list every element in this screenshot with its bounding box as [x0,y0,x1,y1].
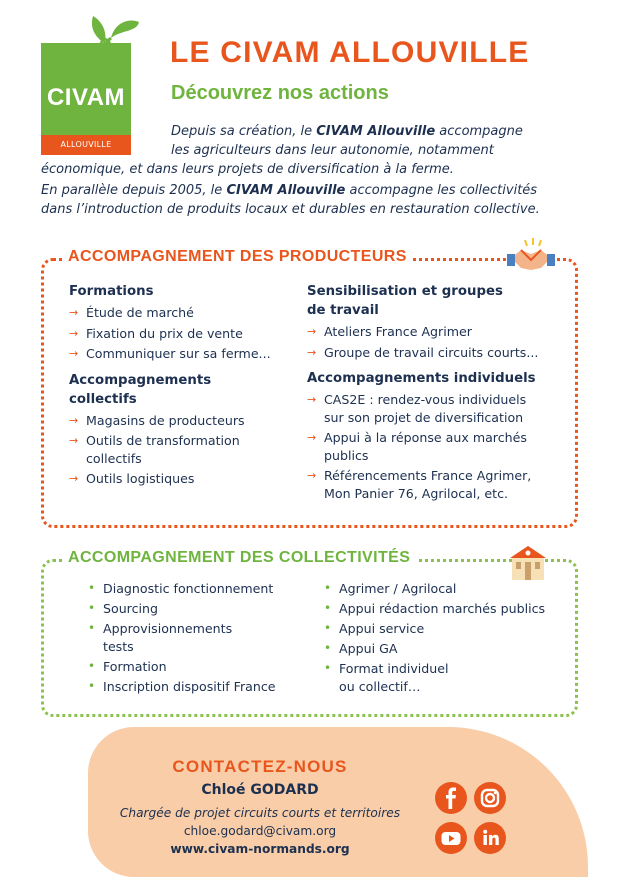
intro-line-2: les agriculteurs dans leur autonomie, notamment [171,143,494,158]
list-item [307,391,567,426]
text-line: Groupe de travail circuits courts... [324,344,539,360]
text-line: ou collectif… [339,678,421,694]
intro-line-1: Depuis sa création, le CIVAM Allouville accompagne [171,124,523,139]
text-line: Accompagnements [69,372,212,388]
text-line: Appui GA [339,641,398,656]
handshake-icon [507,238,555,274]
text-line: Approvisionnements [103,621,233,636]
contact-website[interactable]: www.civam-normands.org [170,842,350,856]
text-line: Inscription dispositif France [103,678,276,694]
group-list [69,304,294,363]
text-line: Ateliers France Agrimer [324,324,472,339]
group-heading [307,282,567,320]
text-line: Appui rédaction marchés publics [339,601,546,616]
facebook-icon[interactable] [435,782,467,814]
instagram-icon[interactable] [474,782,506,814]
list-item [86,600,296,618]
producteurs-right-column [307,282,567,505]
text-line: de travail [307,303,379,318]
logo-word: CIVAM [46,84,126,111]
text-line: Format individuel [339,661,449,676]
text-line: collectifs [69,391,137,407]
intro-line-4: En parallèle depuis 2005, le CIVAM Allouville accompagne les collectivités [41,183,538,198]
page-subtitle: Découvrez nos actions [171,82,389,104]
intro-line-5: dans l’introduction de produits locaux et durables en restauration collective. [41,202,540,217]
list-item [86,658,296,676]
text-line: Diagnostic fonctionnement [103,581,274,596]
list-item [86,580,296,598]
text-line: tests [103,638,134,654]
text-line: collectifs [86,450,142,466]
group-heading [69,371,294,409]
text-line: Formation [103,658,167,674]
list-item [69,304,294,322]
text-line: Sourcing [103,601,158,616]
text-line: Magasins de producteurs [86,412,245,428]
text-line: Outils de transformation [86,433,240,448]
text-line: Fixation du prix de vente [86,325,243,341]
list-item [322,640,572,658]
contact-name: Chloé GODARD [201,782,319,798]
list-item [307,429,567,464]
collectivites-left-list [86,580,296,698]
text-line: Formations [69,284,154,299]
list-item [322,660,572,695]
contact-email[interactable]: chloe.godard@civam.org [183,824,337,838]
list-item [69,470,294,488]
text-line: Mon Panier 76, Agrilocal, etc. [324,485,508,501]
list-item [322,580,572,598]
group-heading [69,282,294,301]
producteurs-left-column [69,282,294,491]
list-item [322,620,572,638]
collectivites-right-list [322,580,572,698]
text-line: Agrimer / Agrilocal [339,581,457,596]
text-line: Outils logistiques [86,471,195,486]
text-line: Communiquer sur sa ferme... [86,346,271,361]
page-title: LE CIVAM ALLOUVILLE [170,36,530,69]
text-line: Appui à la réponse aux marchés [324,430,527,445]
list-item [69,345,294,363]
list-item [69,412,294,430]
list-item [69,432,294,467]
group-list [307,323,567,361]
linkedin-icon[interactable] [474,822,506,854]
contact-title: CONTACTEZ-NOUS [172,757,348,776]
intro-line-3: économique, et dans leurs projets de diversification à la ferme. [41,162,454,177]
civam-logo [41,12,131,149]
text-line: Étude de marché [86,305,194,320]
collectivites-title: ACCOMPAGNEMENT DES COLLECTIVITÉS [62,549,416,567]
logo-subtext: ALLOUVILLE [41,135,131,155]
list-item [307,467,567,502]
list-item [86,620,296,655]
town-hall-icon [508,542,548,582]
text-line: Appui service [339,621,425,636]
list-item [307,323,567,341]
text-line: Accompagnements individuels [307,371,536,386]
group-heading [307,369,567,388]
text-line: sur son projet de diversification [324,409,524,425]
list-item [307,344,567,362]
list-item [69,325,294,343]
list-item [322,600,572,618]
producteurs-title: ACCOMPAGNEMENT DES PRODUCTEURS [62,248,413,266]
group-list [69,412,294,488]
youtube-icon[interactable] [435,822,467,854]
list-item [86,678,296,696]
group-list [307,391,567,502]
text-line: CAS2E : rendez-vous individuels [324,392,527,407]
text-line: Référencements France Agrimer, [324,468,532,483]
text-line: Sensibilisation et groupes [307,284,503,299]
text-line: publics [324,447,369,463]
contact-role: Chargée de projet circuits courts et territoires [119,806,401,820]
